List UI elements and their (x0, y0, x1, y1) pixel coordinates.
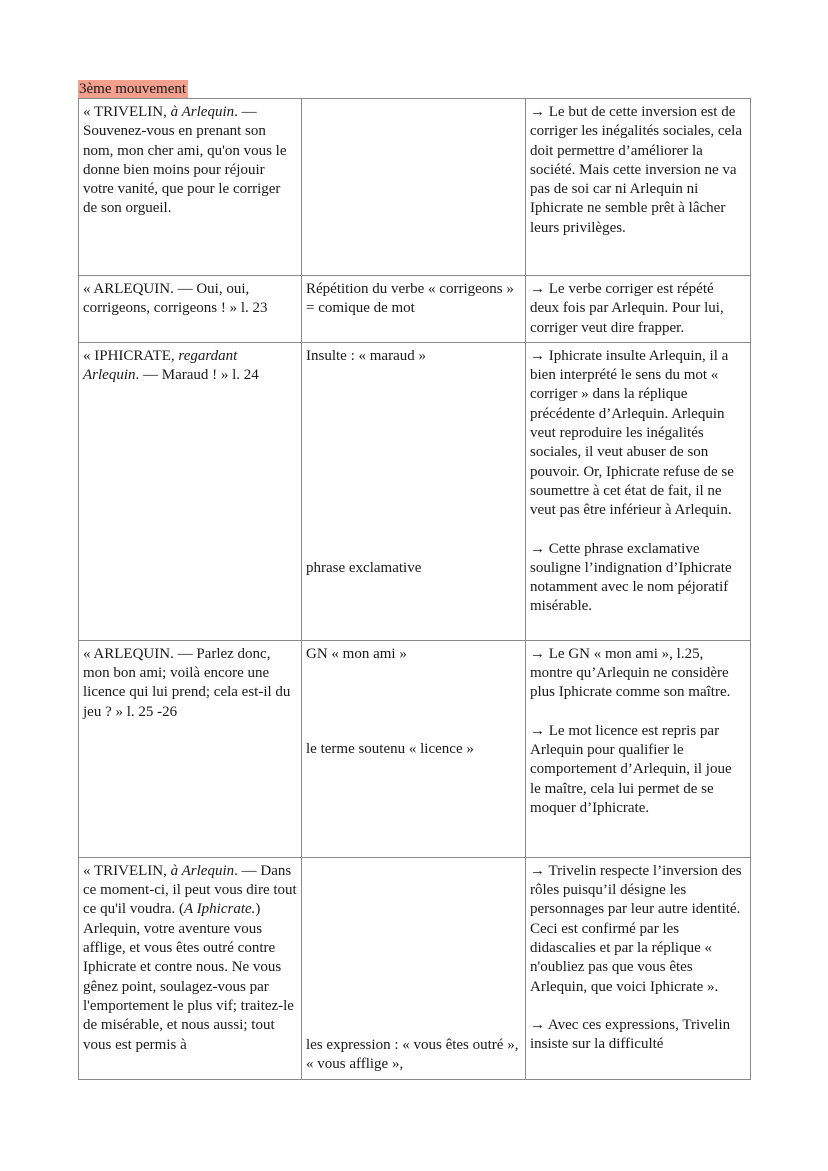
section-title: 3ème mouvement (79, 81, 187, 97)
quote-cell: « ARLEQUIN. — Oui, oui, corrigeons, corrigeons ! » l. 23 (79, 276, 302, 343)
interpretation-cell: → Trivelin respecte l’inversion des rôles puisqu’il désigne les personnages par leur autre identité. Ceci est confirmé par les didascalies et par la réplique « n'oubliez pas que vous êtes Arlequin, que voici Iphicrate ». → Avec ces expressions, Trivelin insiste sur la difficulté (526, 857, 751, 1079)
quote-cell: « TRIVELIN, à Arlequin. — Souvenez-vous en prenant son nom, mon cher ami, qu'on vous le donne bien moins pour réjouir votre vanité, que pour le corriger de son orgueil. (79, 99, 302, 276)
table-row (79, 640, 751, 857)
interpretation-cell: → Le but de cette inversion est de corriger les inégalités sociales, cela doit permettre d’améliorer la société. Mais cette inversion ne va pas de soi car ni Arlequin ni Iphicrate ne semble prêt à lâcher leurs privilèges. (526, 99, 751, 276)
table-row (79, 99, 751, 276)
procede-cell: GN « mon ami » le terme soutenu « licence » (302, 640, 526, 857)
procede-cell: Répétition du verbe « corrigeons » = comique de mot (302, 276, 526, 343)
table-row (79, 857, 751, 1079)
procede-cell (302, 99, 526, 276)
analysis-table (78, 98, 751, 1080)
quote-cell: « ARLEQUIN. — Parlez donc, mon bon ami; voilà encore une licence qui lui prend; cela est-il du jeu ? » l. 25 -26 (79, 640, 302, 857)
interpretation-cell: → Le GN « mon ami », l.25, montre qu’Arlequin ne considère plus Iphicrate comme son maître. → Le mot licence est repris par Arlequin pour qualifier le comportement d’Arlequin, il joue le maître, cela lui permet de se moquer d’Iphicrate. (526, 640, 751, 857)
interpretation-cell: → Le verbe corriger est répété deux fois par Arlequin. Pour lui, corriger veut dire frapper. (526, 276, 751, 343)
table-row (79, 342, 751, 640)
table-row (79, 276, 751, 343)
procede-cell: les expression : « vous êtes outré », « vous afflige », (302, 857, 526, 1079)
quote-cell: « IPHICRATE, regardant Arlequin. — Maraud ! » l. 24 (79, 342, 302, 640)
quote-cell: « TRIVELIN, à Arlequin. — Dans ce moment-ci, il peut vous dire tout ce qu'il voudra. (A Iphicrate.) Arlequin, votre aventure vous afflige, et vous êtes outré contre Iphicrate et contre nous. Ne vous gênez point, soulagez-vous par l'emportement le plus vif; traitez-le de misérable, et nous aussi; tout vous est permis à (79, 857, 302, 1079)
document-page (78, 80, 750, 1080)
interpretation-cell: → Iphicrate insulte Arlequin, il a bien interprété le sens du mot « corriger » dans la réplique précédente d’Arlequin. Arlequin veut reproduire les inégalités sociales, il veut abuser de son pouvoir. Or, Iphicrate refuse de se soumettre à cet état de fait, il ne veut pas être inférieur à Arlequin. → Cette phrase exclamative souligne l’indignation d’Iphicrate notamment avec le nom péjoratif misérable. (526, 342, 751, 640)
procede-cell: Insulte : « maraud » phrase exclamative (302, 342, 526, 640)
